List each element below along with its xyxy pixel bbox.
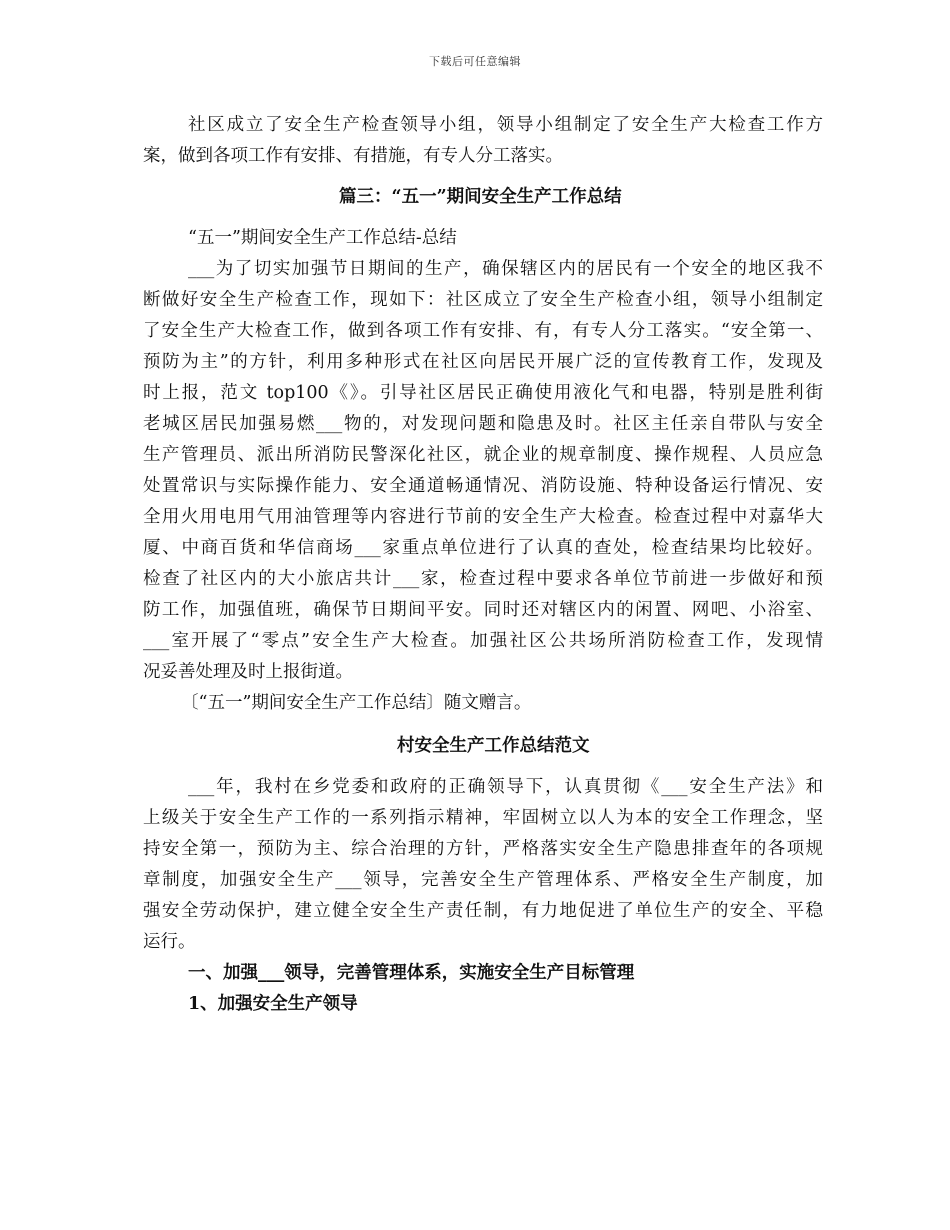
page-header: 下载后可任意编辑: [429, 55, 521, 68]
document-body: [143, 110, 823, 1020]
section3-closing: 〔“五一”期间安全生产工作总结〕随文赠言。: [181, 693, 532, 713]
intro-line-1: 社区成立了安全生产检查领导小组，领导小组制定了安全生产大检查工作方: [188, 115, 823, 135]
section3-line-2: 断做好安全生产检查工作，现如下：社区成立了安全生产检查小组，领导小组制定: [143, 290, 823, 310]
village-line-2: 上级关于安全生产工作的一系列指示精神，牢固树立以人为本的安全工作理念，坚: [143, 808, 823, 828]
village-line-4: 章制度，加强安全生产___领导，完善安全生产管理体系、严格安全生产制度，加: [143, 870, 823, 890]
section3-line-5: 时上报，范文 top100《》。引导社区居民正确使用液化气和电器，特别是胜利街: [143, 383, 823, 403]
village-line-3: 持安全第一，预防为主、综合治理的方针，严格落实安全生产隐患排查年的各项规: [143, 839, 823, 859]
section-heading-1: 一、加强___领导，完善管理体系，实施安全生产目标管理: [188, 963, 635, 983]
section3-line-8: 处置常识与实际操作能力、安全通道畅通情况、消防设施、特种设备运行情况、安: [143, 476, 823, 496]
section3-line-11: 检查了社区内的大小旅店共计___家，检查过程中要求各单位节前进一步做好和预: [143, 569, 823, 589]
section3-line-7: 生产管理员、派出所消防民警深化社区，就企业的规章制度、操作规程、人员应急: [143, 445, 823, 465]
intro-line-2: 案，做到各项工作有安排、有措施，有专人分工落实。: [143, 146, 563, 166]
village-title: 村安全生产工作总结范文: [397, 736, 590, 756]
section3-subtitle: “五一”期间安全生产工作总结-总结: [188, 228, 457, 248]
section3-line-10: 厦、中商百货和华信商场___家重点单位进行了认真的查处，检查结果均比较好。: [143, 538, 823, 558]
village-line-5: 强安全劳动保护，建立健全安全生产责任制，有力地促进了单位生产的安全、平稳: [143, 901, 823, 921]
section3-line-6: 老城区居民加强易燃___物的，对发现问题和隐患及时。社区主任亲自带队与安全: [143, 414, 823, 434]
section3-line-1: ___为了切实加强节日期间的生产，确保辖区内的居民有一个安全的地区我不: [188, 259, 823, 279]
section3-line-4: 预防为主”的方针，利用多种形式在社区向居民开展广泛的宣传教育工作，发现及: [143, 352, 823, 372]
village-line-6: 运行。: [143, 932, 196, 952]
section3-line-14: 况妥善处理及时上报街道。: [143, 662, 353, 682]
section-heading-1-1: 1、加强安全生产领导: [188, 994, 358, 1014]
section3-line-13: ___室开展了“零点”安全生产大检查。加强社区公共场所消防检查工作，发现情: [143, 631, 823, 651]
section3-title: 篇三：“五一”期间安全生产工作总结: [339, 187, 622, 207]
section3-line-9: 全用火用电用气用油管理等内容进行节前的安全生产大检查。检查过程中对嘉华大: [143, 507, 823, 527]
section3-line-3: 了安全生产大检查工作，做到各项工作有安排、有，有专人分工落实。“安全第一、: [143, 321, 823, 341]
section3-line-12: 防工作，加强值班，确保节日期间平安。同时还对辖区内的闲置、网吧、小浴室、: [143, 600, 823, 620]
village-line-1: ___年，我村在乡党委和政府的正确领导下，认真贯彻《___安全生产法》和: [188, 777, 823, 797]
